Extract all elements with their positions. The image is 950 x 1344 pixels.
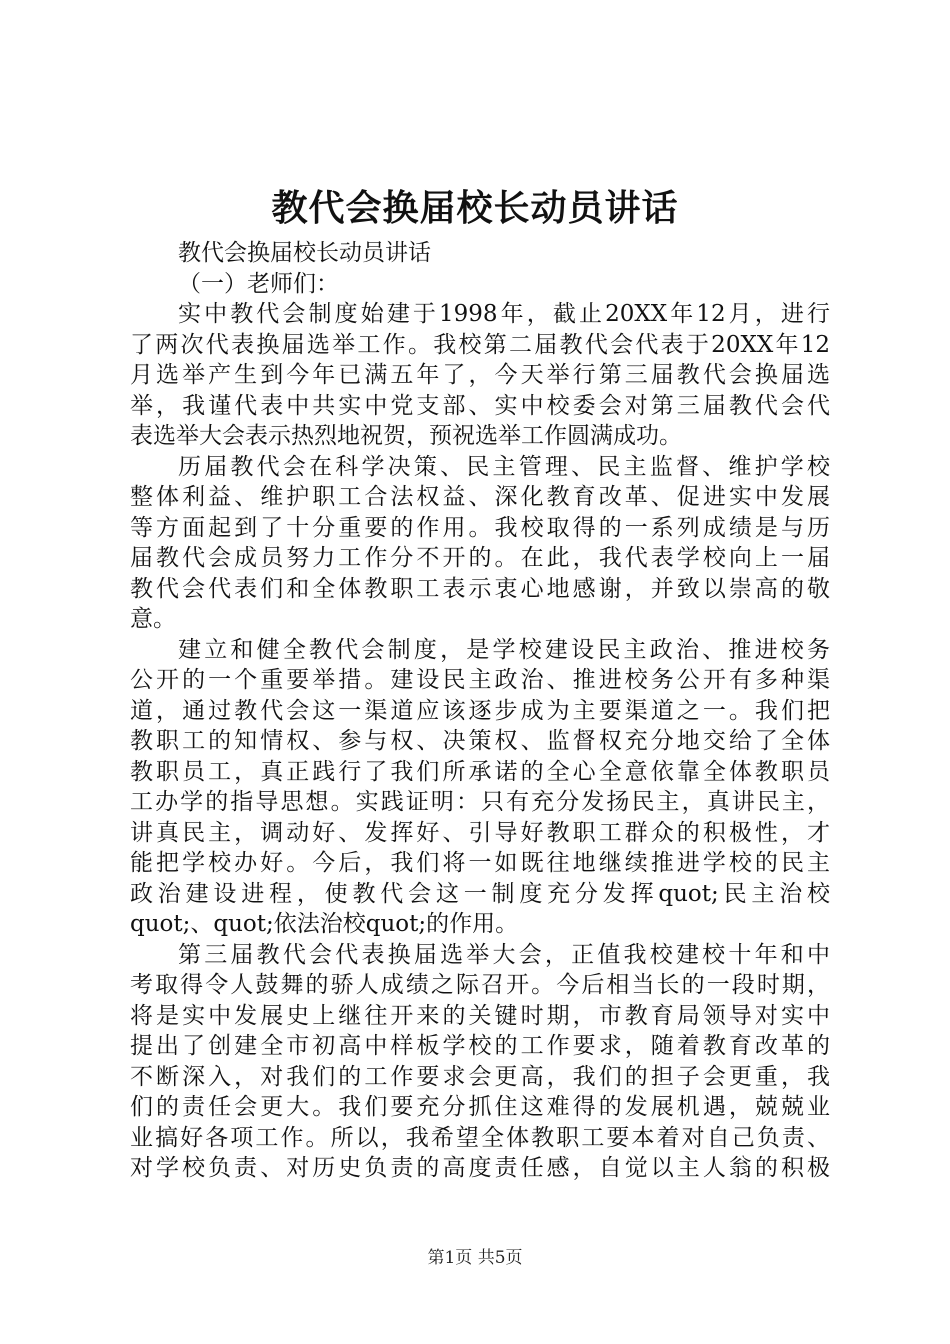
text-line: 工办学的指导思想。实践证明：只有充分发扬民主，真讲民主， — [130, 789, 830, 815]
text-line: 道，通过教代会这一渠道应该逐步成为主要渠道之一。我们把 — [130, 697, 830, 724]
text-line: 举，我谨代表中共实中党支部、实中校委会对第三届教代会代 — [130, 392, 830, 419]
text-line: 考取得令人鼓舞的骄人成绩之际召开。今后相当长的一段时期， — [130, 972, 830, 998]
text-line: 建立和健全教代会制度，是学校建设民主政治、推进校务 — [178, 636, 830, 663]
document-title: 教代会换届校长动员讲话 — [271, 187, 679, 229]
text-line: 了两次代表换届选举工作。我校第二届教代会代表于20XX年12 — [130, 331, 830, 358]
text-line: 等方面起到了十分重要的作用。我校取得的一系列成绩是与历 — [130, 514, 830, 541]
text-line: 教代会代表们和全体教职工表示衷心地感谢，并致以崇高的敬 — [130, 575, 830, 602]
text-line: 能把学校办好。今后，我们将一如既往地继续推进学校的民主 — [130, 850, 830, 876]
text-line: 意。 — [130, 606, 176, 632]
text-line: 对学校负责、对历史负责的高度责任感，自觉以主人翁的积极 — [130, 1155, 830, 1181]
text-line: 提出了创建全市初高中样板学校的工作要求，随着教育改革的 — [130, 1033, 830, 1059]
text-line: 政治建设进程，使教代会这一制度充分发挥quot;民主治校 — [130, 880, 830, 907]
text-line: 届教代会成员努力工作分不开的。在此，我代表学校向上一届 — [130, 545, 830, 571]
text-line: 整体利益、维护职工合法权益、深化教育改革、促进实中发展 — [130, 484, 830, 510]
text-line: 公开的一个重要举措。建设民主政治、推进校务公开有多种渠 — [130, 667, 830, 693]
text-line: 教职工的知情权、参与权、决策权、监督权充分地交给了全体 — [130, 728, 830, 754]
text-line: quot;、quot;依法治校quot;的作用。 — [130, 911, 519, 937]
text-line: 不断深入，对我们的工作要求会更高，我们的担子会更重，我 — [130, 1063, 830, 1090]
text-line: 将是实中发展史上继往开来的关键时期，市教育局领导对实中 — [130, 1002, 830, 1029]
text-line: 们的责任会更大。我们要充分抓住这难得的发展机遇，兢兢业 — [130, 1094, 830, 1120]
text-line: 教代会换届校长动员讲话 — [178, 240, 431, 266]
text-line: 月选举产生到今年已满五年了，今天举行第三届教代会换届选 — [130, 362, 830, 388]
text-line: 表选举大会表示热烈地祝贺，预祝选举工作圆满成功。 — [130, 423, 682, 449]
text-line: 教职员工，真正践行了我们所承诺的全心全意依靠全体教职员 — [130, 758, 830, 785]
text-line: 第三届教代会代表换届选举大会，正值我校建校十年和中 — [178, 941, 830, 968]
text-line: 历届教代会在科学决策、民主管理、民主监督、维护学校 — [178, 453, 830, 480]
text-line: 讲真民主，调动好、发挥好、引导好教职工群众的积极性，才 — [130, 819, 830, 846]
text-line: 实中教代会制度始建于1998年，截止20XX年12月，进行 — [178, 301, 830, 327]
page-number: 第1页 共5页 — [427, 1248, 523, 1268]
text-line: 业搞好各项工作。所以，我希望全体教职工要本着对自己负责、 — [130, 1124, 830, 1151]
text-line: （一）老师们： — [178, 270, 339, 297]
document-body — [130, 238, 830, 1184]
